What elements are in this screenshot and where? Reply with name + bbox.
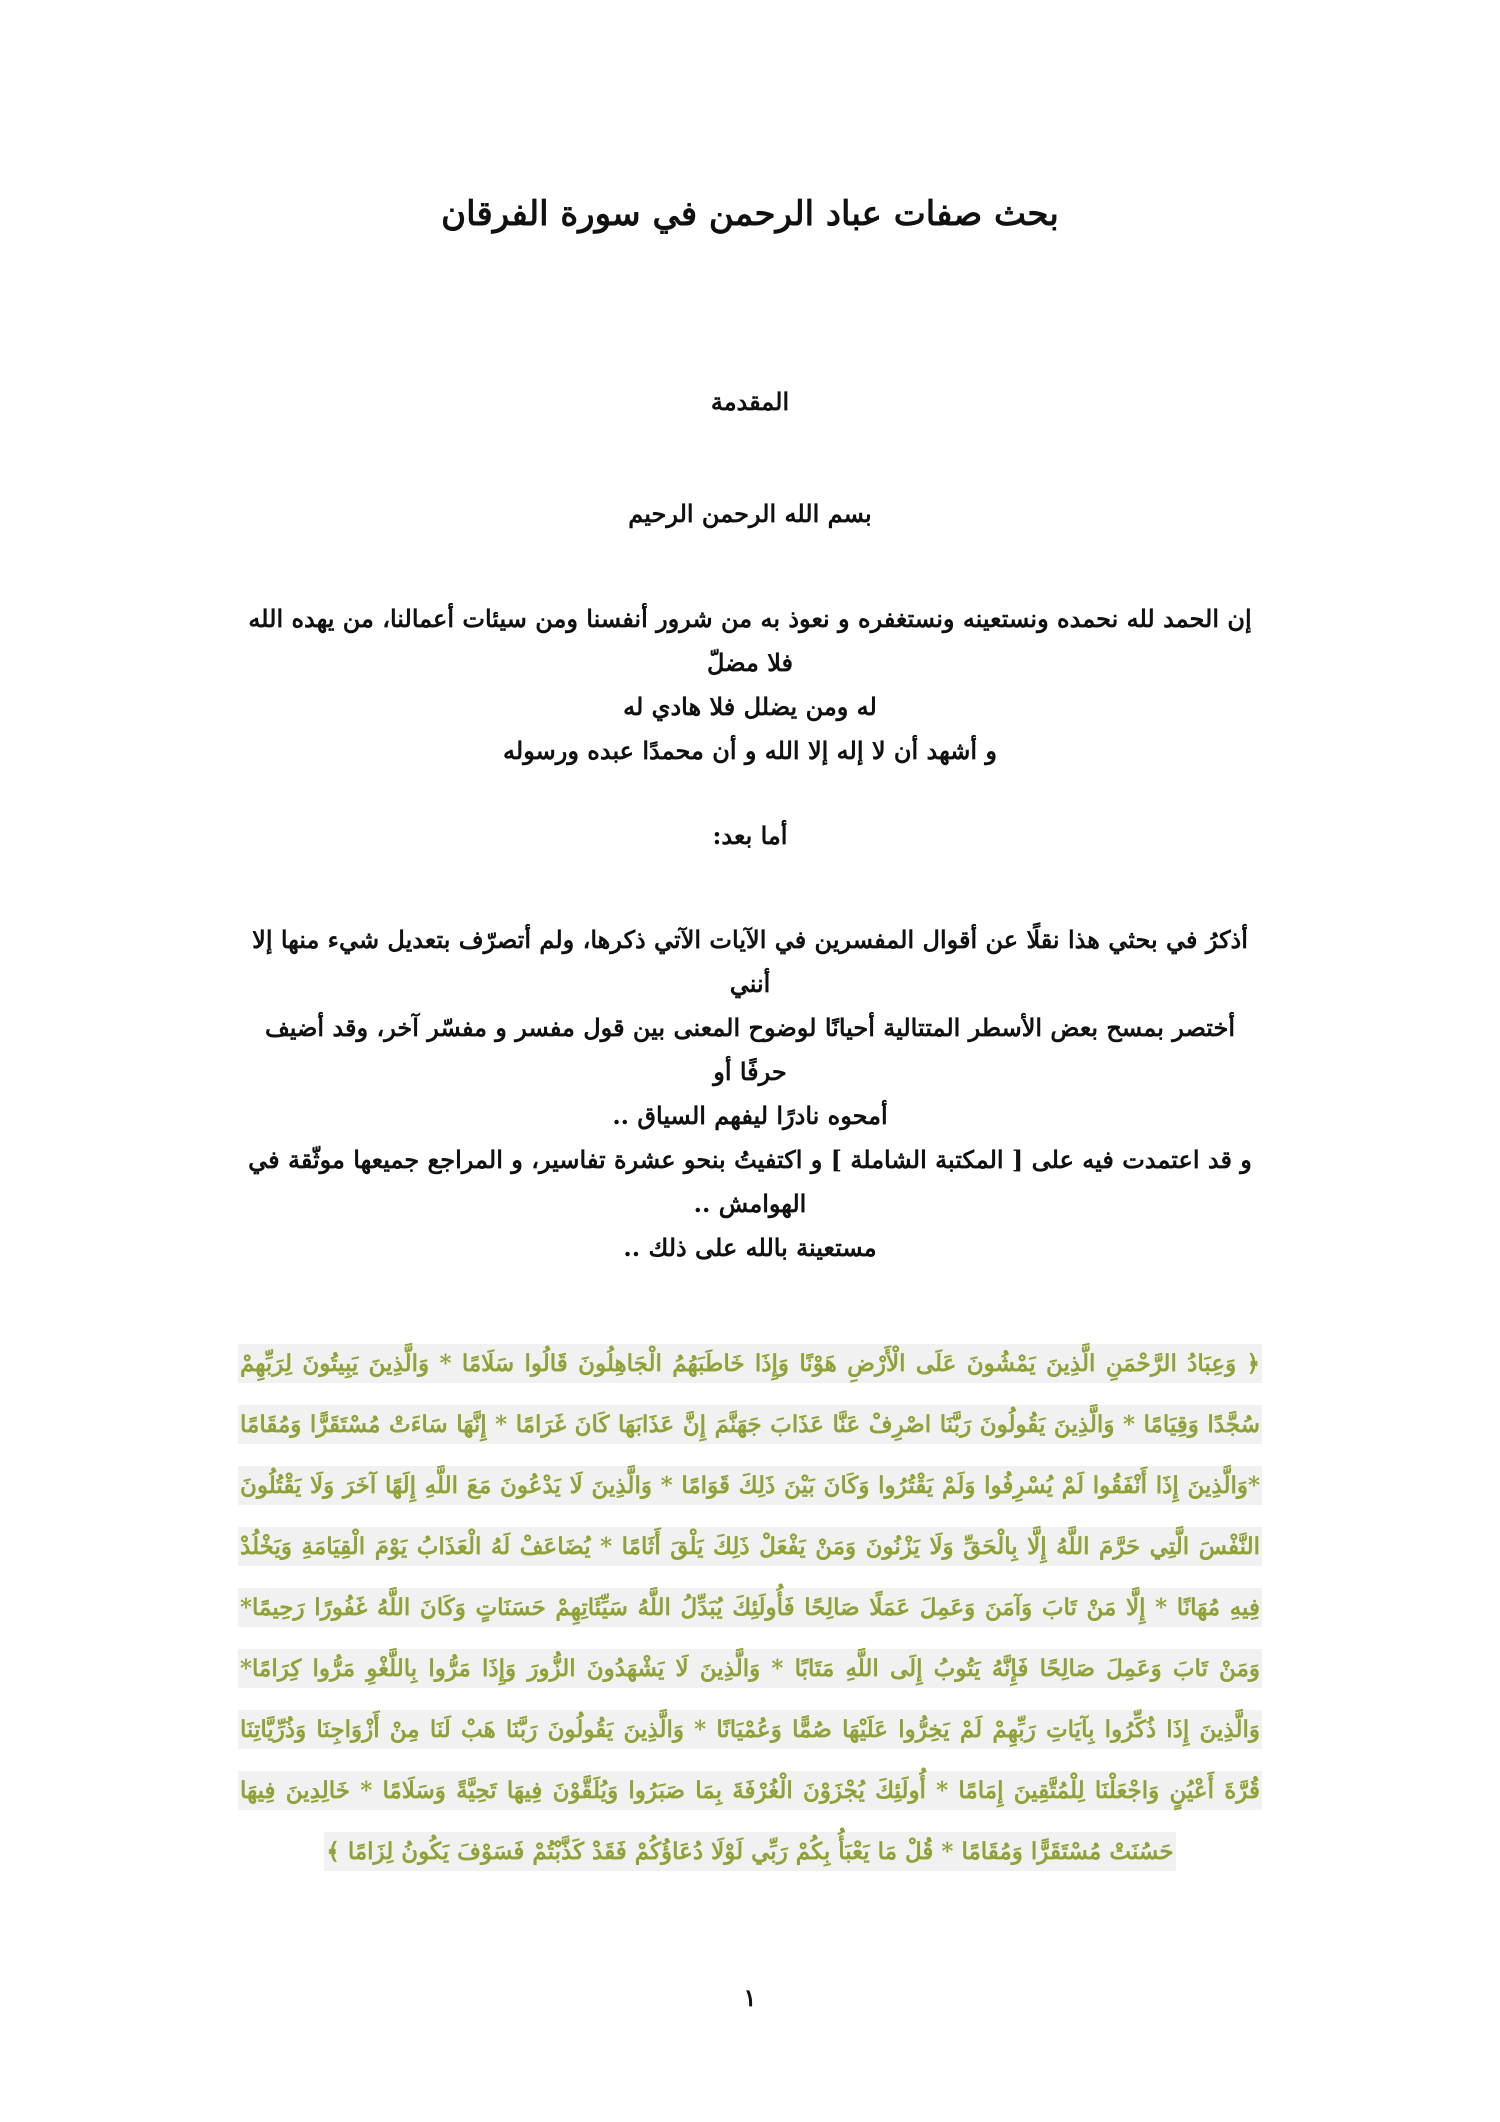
method-line: الهوامش .. — [693, 1189, 807, 1218]
hamd-line: و أشهد أن لا إله إلا الله و أن محمدًا عبده ورسوله — [503, 736, 997, 765]
hamd-line: له ومن يضلل فلا هادي له — [623, 692, 877, 721]
basmala-heading: بسم الله الرحمن الرحيم — [628, 499, 872, 528]
method-line: و قد اعتمدت فيه على [ المكتبة الشاملة ] و اكتفيتُ بنحو عشرة تفاسير، و المراجع جميعها موثّقة في — [248, 1145, 1252, 1174]
method-line: أمحوه نادرًا ليفهم السياق .. — [612, 1101, 888, 1130]
method-line: أختصر بمسح بعض الأسطر المتتالية أحيانًا لوضوح المعنى بين قول مفسر و مفسّر آخر، وقد أضيف حرفًا أو — [264, 1013, 1236, 1086]
intro-heading: المقدمة — [710, 387, 790, 416]
method-line: أذكرُ في بحثي هذا نقلًا عن أقوال المفسرين في الآيات الآتي ذكرها، ولم أتصرّف بتعديل شيء منها إلا أنني — [252, 925, 1248, 998]
hamd-line: إن الحمد لله نحمده ونستعينه ونستغفره و نعوذ به من شرور أنفسنا ومن سيئات أعمالنا، من يهده الله فلا مضلّ — [248, 604, 1252, 677]
amma-badu-heading: أما بعد: — [712, 821, 788, 850]
page-number: ١ — [743, 1983, 757, 2012]
quran-verses-block — [238, 1333, 1262, 1882]
method-line: مستعينة بالله على ذلك .. — [623, 1233, 877, 1262]
hamd-paragraph — [240, 597, 1260, 773]
quran-verses-text: ﴿ وَعِبَادُ الرَّحْمَنِ الَّذِينَ يَمْشُونَ عَلَى الْأَرْضِ هَوْنًا وَإِذَا خَاطَبَهُمُ الْجَاهِلُونَ قَالُوا سَلَامًا * وَالَّذِينَ يَبِيتُونَ لِرَبِّهِمْ سُجَّدًا وَقِيَامًا * وَالَّذِينَ يَقُولُونَ رَبَّنَا اصْرِفْ عَنَّا عَذَابَ جَهَنَّمَ إِنَّ عَذَابَهَا كَانَ غَرَامًا * إِنَّهَا سَاءَتْ مُسْتَقَرًّا وَمُقَامًا *وَالَّذِينَ إِذَا أَنْفَقُوا لَمْ يُسْرِفُوا وَلَمْ يَقْتُرُوا وَكَانَ بَيْنَ ذَلِكَ قَوَامًا * وَالَّذِينَ لَا يَدْعُونَ مَعَ اللَّهِ إِلَهًا آخَرَ وَلَا يَقْتُلُونَ النَّفْسَ الَّتِي حَرَّمَ اللَّهُ إِلَّا بِالْحَقِّ وَلَا يَزْنُونَ وَمَنْ يَفْعَلْ ذَلِكَ يَلْقَ أَثَامًا * يُضَاعَفْ لَهُ الْعَذَابُ يَوْمَ الْقِيَامَةِ وَيَخْلُدْ فِيهِ مُهَانًا * إِلَّا مَنْ تَابَ وَآمَنَ وَعَمِلَ عَمَلًا صَالِحًا فَأُولَئِكَ يُبَدِّلُ اللَّهُ سَيِّئَاتِهِمْ حَسَنَاتٍ وَكَانَ اللَّهُ غَفُورًا رَحِيمًا* وَمَنْ تَابَ وَعَمِلَ صَالِحًا فَإِنَّهُ يَتُوبُ إِلَى اللَّهِ مَتَابًا * وَالَّذِينَ لَا يَشْهَدُونَ الزُّورَ وَإِذَا مَرُّوا بِاللَّغْوِ مَرُّوا كِرَامًا* وَالَّذِينَ إِذَا ذُكِّرُوا بِآيَاتِ رَبِّهِمْ لَمْ يَخِرُّوا عَلَيْهَا صُمًّا وَعُمْيَانًا * وَالَّذِينَ يَقُولُونَ رَبَّنَا هَبْ لَنَا مِنْ أَزْوَاجِنَا وَذُرِّيَّاتِنَا قُرَّةَ أَعْيُنٍ وَاجْعَلْنَا لِلْمُتَّقِينَ إِمَامًا * أُولَئِكَ يُجْزَوْنَ الْغُرْفَةَ بِمَا صَبَرُوا وَيُلَقَّوْنَ فِيهَا تَحِيَّةً وَسَلَامًا * خَالِدِينَ فِيهَا حَسُنَتْ مُسْتَقَرًّا وَمُقَامًا * قُلْ مَا يَعْبَأُ بِكُمْ رَبِّي لَوْلَا دُعَاؤُكُمْ فَقَدْ كَذَّبْتُمْ فَسَوْفَ يَكُونُ لِزَامًا ﴾ — [238, 1344, 1262, 1871]
method-paragraph — [240, 918, 1260, 1270]
document-title: بحث صفات عباد الرحمن في سورة الفرقان — [441, 194, 1059, 234]
